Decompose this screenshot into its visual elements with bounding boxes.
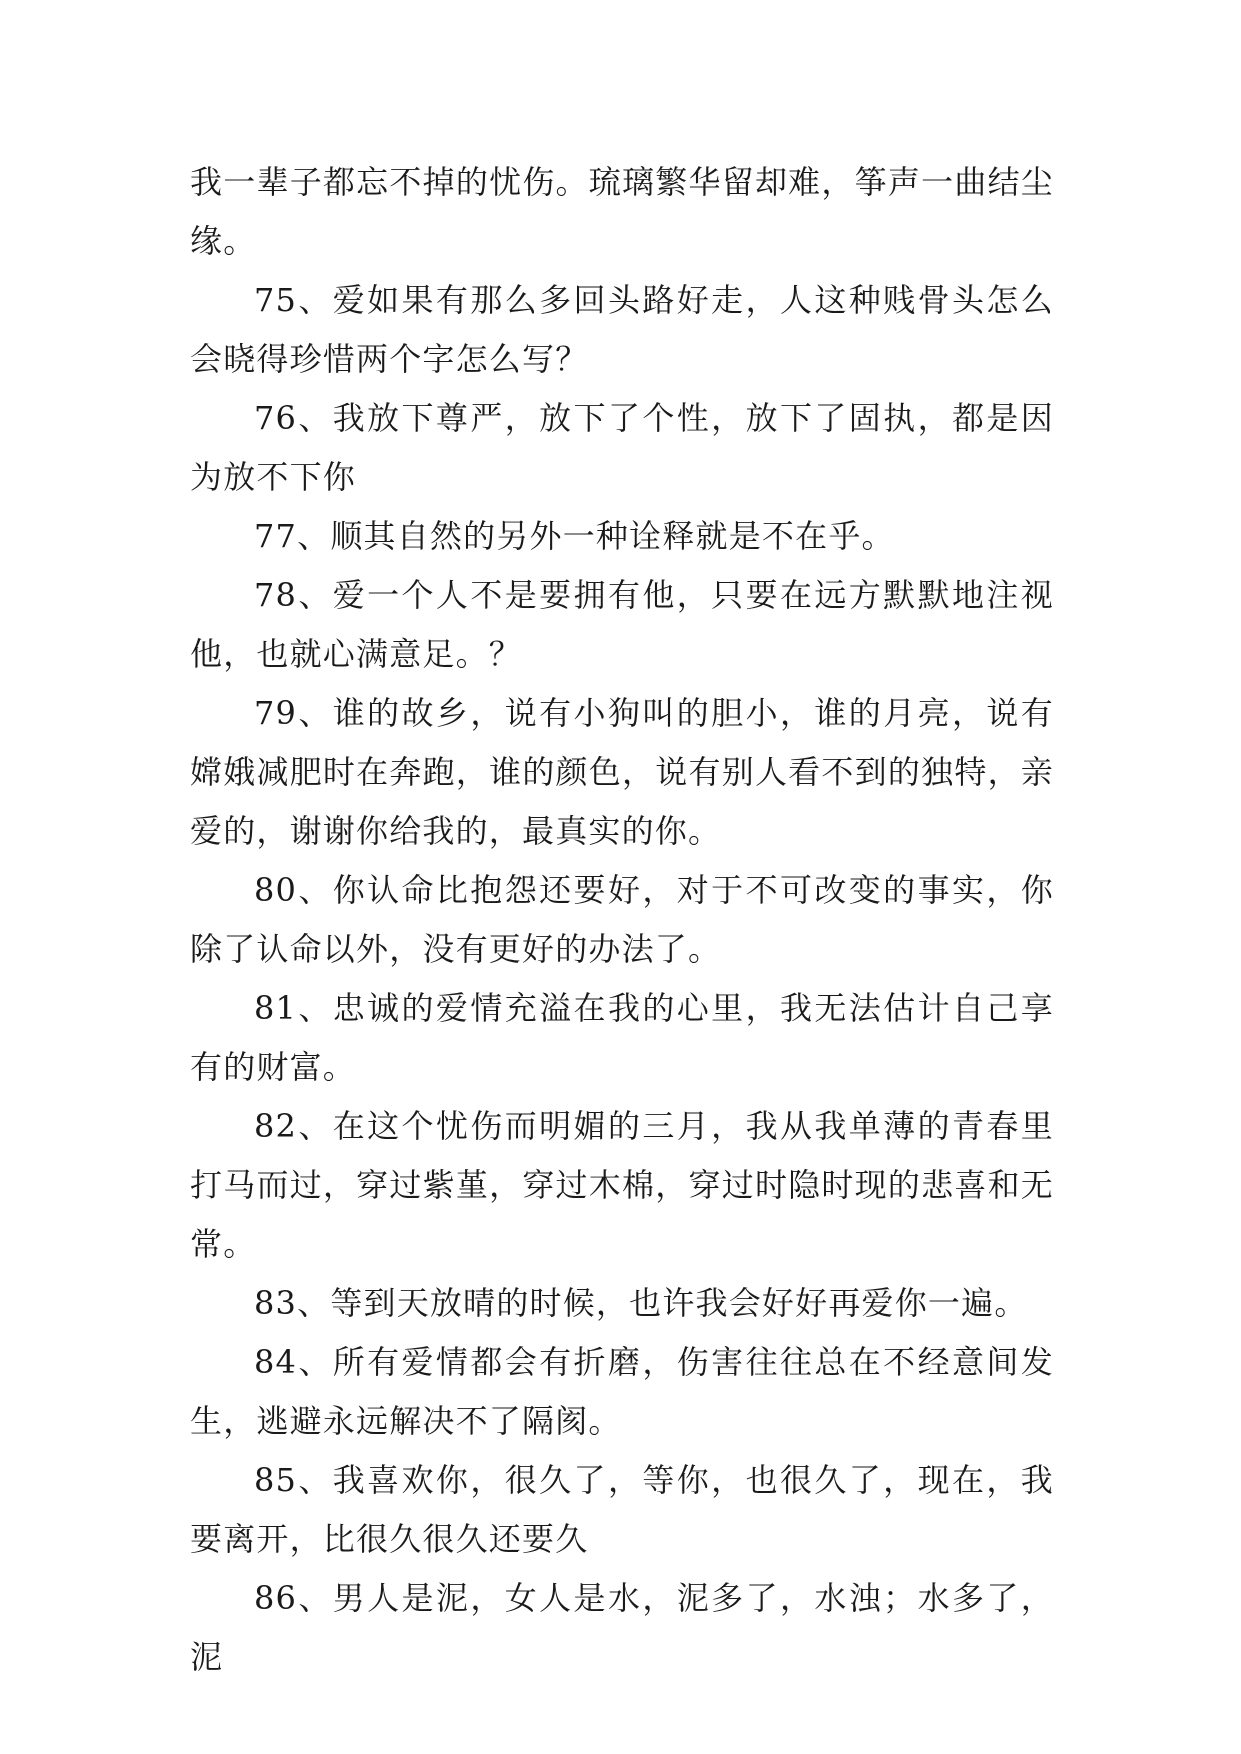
paragraph-78: 78、爱一个人不是要拥有他，只要在远方默默地注视他，也就心满意足。？ [190, 576, 1054, 673]
document-body [190, 153, 1054, 1687]
paragraph-77: 77、顺其自然的另外一种诠释就是不在乎。 [254, 517, 895, 555]
paragraph-82: 82、在这个忧伤而明媚的三月，我从我单薄的青春里打马而过，穿过紫堇，穿过木棉，穿过时隐时现的悲喜和无常。 [190, 1107, 1054, 1263]
paragraph-80: 80、你认命比抱怨还要好，对于不可改变的事实，你除了认命以外，没有更好的办法了。 [190, 871, 1054, 968]
paragraph-86: 86、男人是泥，女人是水，泥多了，水浊；水多了，泥 [190, 1579, 1054, 1676]
paragraph-81: 81、忠诚的爱情充溢在我的心里，我无法估计自己享有的财富。 [190, 989, 1054, 1086]
paragraph-79: 79、谁的故乡，说有小狗叫的胆小，谁的月亮，说有嫦娥减肥时在奔跑，谁的颜色，说有别人看不到的独特，亲爱的，谢谢你给我的，最真实的你。 [190, 694, 1054, 850]
paragraph-76: 76、我放下尊严，放下了个性，放下了固执，都是因为放不下你 [190, 399, 1054, 496]
paragraph-83: 83、等到天放晴的时候，也许我会好好再爱你一遍。 [254, 1284, 1028, 1322]
paragraph-84: 84、所有爱情都会有折磨，伤害往往总在不经意间发生，逃避永远解决不了隔阂。 [190, 1343, 1054, 1440]
paragraph-75: 75、爱如果有那么多回头路好走，人这种贱骨头怎么会晓得珍惜两个字怎么写？ [190, 281, 1054, 378]
paragraph-continued: 我一辈子都忘不掉的忧伤。琉璃繁华留却难，筝声一曲结尘缘。 [190, 163, 1054, 260]
paragraph-85: 85、我喜欢你，很久了，等你，也很久了，现在，我要离开，比很久很久还要久 [190, 1461, 1054, 1558]
